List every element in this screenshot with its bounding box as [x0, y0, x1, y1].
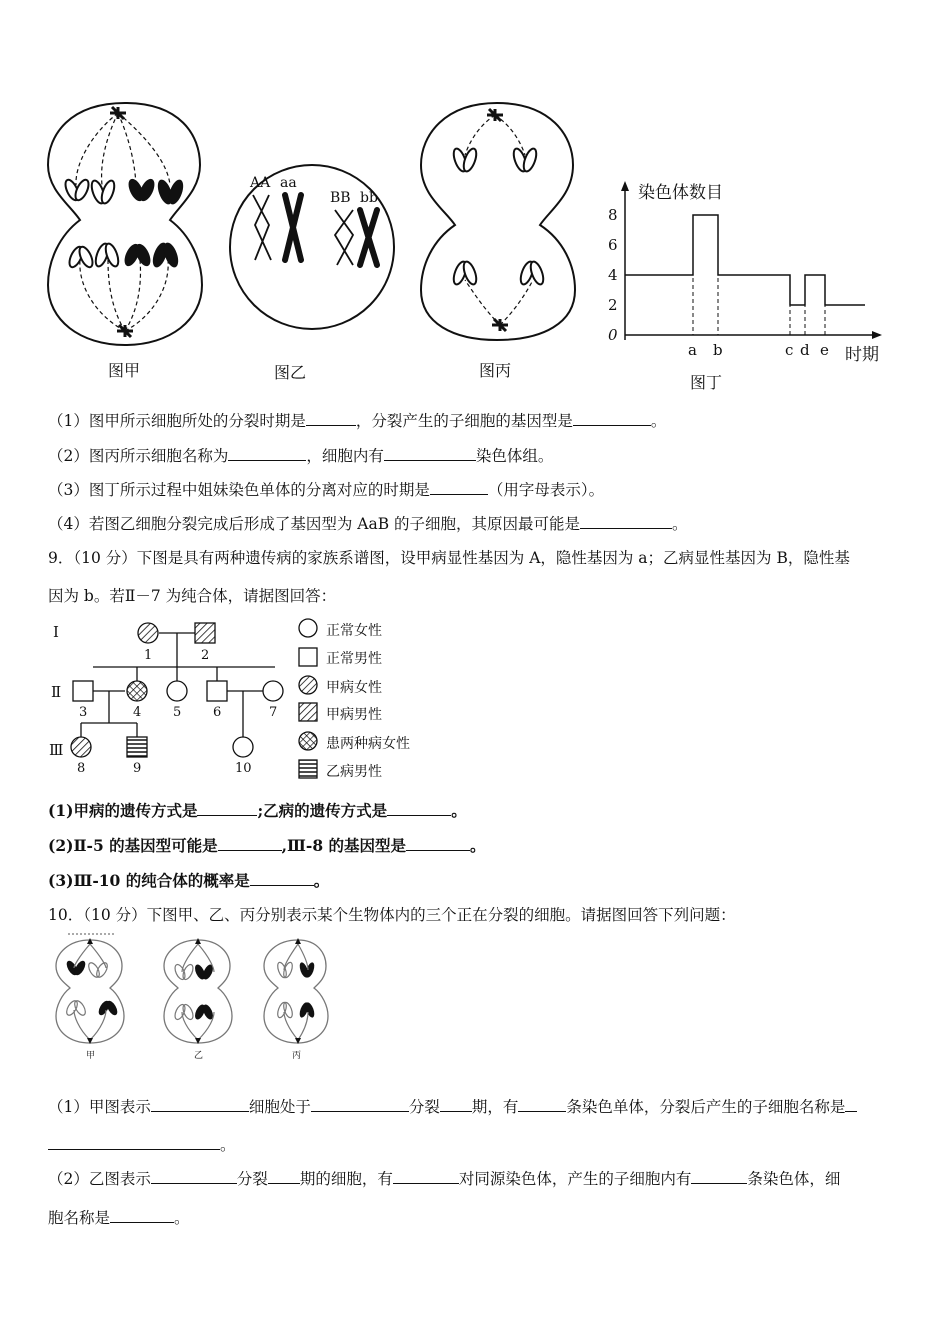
pedigree-4 — [127, 681, 147, 701]
legend-normal-female-icon — [299, 619, 317, 637]
q8-3 — [48, 479, 604, 501]
q8-1 — [48, 410, 666, 432]
blank[interactable] — [845, 1097, 857, 1112]
q8-4-text-b: 。 — [672, 515, 688, 533]
q10-2-text-c: 期的细胞，有 — [299, 1170, 393, 1188]
id-9: 9 — [133, 761, 142, 776]
q9-line1: 9．（10 分）下图是具有两种遗传病的家族系谱图，设甲病显性基因为 A，隐性基因为 a；乙病显性基因为 B，隐性基 — [48, 549, 850, 567]
label-AA: AA — [250, 175, 271, 191]
blank[interactable] — [218, 836, 282, 851]
legend-5: 乙病男性 — [326, 764, 382, 780]
pedigree — [45, 615, 445, 785]
blank[interactable] — [311, 1097, 409, 1112]
blank[interactable] — [440, 1097, 472, 1112]
q10-1 — [48, 1096, 857, 1118]
legend-1: 正常男性 — [326, 651, 382, 667]
id-5: 5 — [173, 705, 182, 720]
label-BB: BB — [330, 190, 351, 206]
y-tick-label: 6 — [608, 236, 618, 254]
x-mark-c: c — [785, 341, 794, 359]
blank[interactable] — [48, 1135, 220, 1150]
q10-2-text-g: 。 — [174, 1209, 190, 1227]
cell-label-bing: 丙 — [292, 1051, 302, 1061]
x-mark-b: b — [713, 341, 723, 359]
blank[interactable] — [430, 480, 488, 495]
y-tick-label: 4 — [608, 266, 618, 284]
q10-2-text-a: （2）乙图表示 — [48, 1170, 151, 1188]
blank[interactable] — [151, 1097, 249, 1112]
blank[interactable] — [573, 411, 651, 426]
q10-1-text-d: 期，有 — [471, 1098, 519, 1116]
q10-2 — [48, 1168, 840, 1190]
q10-header: 10．（10 分）下图甲、乙、丙分别表示某个生物体内的三个正在分裂的细胞。请据图回答下列问题： — [48, 906, 736, 924]
x-mark-d: d — [800, 341, 810, 359]
q10-cells — [48, 928, 338, 1068]
pedigree-6 — [207, 681, 227, 701]
q8-4-text-a: （4）若图乙细胞分裂完成后形成了基因型为 AaB 的子细胞，其原因最可能是 — [48, 515, 581, 533]
cell-label-yi: 乙 — [194, 1051, 204, 1061]
q9-3-text-a: (3)Ⅲ-10 的纯合体的概率是 — [48, 871, 250, 890]
label-aa: aa — [280, 175, 297, 191]
q8-3-text-a: （3）图丁所示过程中姐妹染色单体的分离对应的时期是 — [48, 481, 430, 499]
legend-2: 甲病女性 — [326, 680, 382, 696]
pedigree-1 — [138, 623, 158, 643]
q10-2-text-e: 条染色体，细 — [747, 1170, 841, 1188]
q9-1-text-b: ;乙病的遗传方式是 — [257, 801, 388, 820]
caption-ding: 图丁 — [690, 373, 723, 392]
blank[interactable] — [306, 411, 356, 426]
blank[interactable] — [393, 1169, 459, 1184]
id-10: 10 — [235, 761, 252, 776]
id-7: 7 — [269, 705, 278, 720]
q10-1-text-f: 。 — [220, 1136, 236, 1154]
blank[interactable] — [384, 446, 476, 461]
q8-2 — [48, 445, 553, 467]
x-mark-a: a — [688, 341, 697, 359]
id-8: 8 — [77, 761, 86, 776]
gen-II: Ⅱ — [51, 683, 62, 701]
q8-2-text-c: 染色体组。 — [475, 447, 554, 465]
y-tick-label: 8 — [608, 206, 618, 224]
blank[interactable] — [691, 1169, 747, 1184]
q9-2-text-b: ,Ⅲ-8 的基因型是 — [281, 836, 407, 855]
q9-1-text-a: (1)甲病的遗传方式是 — [48, 801, 198, 820]
label-bb: bb — [360, 190, 378, 206]
q8-1-text-a: （1）图甲所示细胞所处的分裂时期是 — [48, 412, 306, 430]
x-mark-e: e — [820, 341, 829, 359]
id-4: 4 — [133, 705, 142, 720]
chart-ylabel: 染色体数目 — [638, 183, 723, 203]
q8-4 — [48, 513, 688, 535]
blank[interactable] — [197, 801, 257, 816]
q10-2-text-d: 对同源染色体，产生的子细胞内有 — [458, 1170, 692, 1188]
y-axis-arrow — [621, 181, 629, 191]
caption-bing: 图丙 — [479, 361, 512, 380]
q8-1-text-b: ，分裂产生的子细胞的基因型是 — [355, 412, 573, 430]
pedigree-5 — [167, 681, 187, 701]
legend-both-female-icon — [299, 732, 317, 750]
q9-1-text-c: 。 — [451, 801, 467, 820]
chart-ding — [600, 175, 900, 390]
blank[interactable] — [228, 446, 306, 461]
blank[interactable] — [580, 514, 672, 529]
q9-2-text-c: 。 — [470, 836, 486, 855]
q9-line2: 因为 b。若Ⅱ－7 为纯合体，请据图回答： — [48, 587, 337, 605]
gen-I: Ⅰ — [53, 623, 59, 641]
q10-1-text-a: （1）甲图表示 — [48, 1098, 151, 1116]
legend-b-male-icon — [299, 760, 317, 778]
q10-2-cont — [48, 1207, 190, 1229]
legend-3: 甲病男性 — [326, 707, 382, 723]
figure-yi — [225, 160, 400, 335]
id-2: 2 — [201, 648, 210, 663]
q10-2-text-f: 胞名称是 — [48, 1209, 111, 1227]
cell-label-jia: 甲 — [86, 1051, 96, 1061]
q8-2-text-a: （2）图丙所示细胞名称为 — [48, 447, 229, 465]
id-3: 3 — [79, 705, 88, 720]
q10-1-cont — [48, 1134, 236, 1156]
caption-jia: 图甲 — [108, 361, 141, 380]
legend-4: 患两种病女性 — [326, 736, 410, 752]
id-6: 6 — [213, 705, 222, 720]
q10-1-text-e: 条染色单体，分裂后产生的子细胞名称是 — [566, 1098, 846, 1116]
q8-1-text-c: 。 — [650, 412, 667, 430]
q8-3-text-b: （用字母表示）。 — [487, 481, 605, 499]
q9-1 — [48, 800, 467, 822]
legend-a-female-icon — [299, 676, 317, 694]
pedigree-7 — [263, 681, 283, 701]
id-1: 1 — [144, 648, 153, 663]
q9-3 — [48, 870, 329, 892]
q9-2 — [48, 835, 486, 857]
q10-1-text-c: 分裂 — [408, 1098, 440, 1116]
pedigree-10 — [233, 737, 253, 757]
figure-jia — [40, 95, 210, 350]
blank[interactable] — [268, 1169, 300, 1184]
legend-normal-male-icon — [299, 648, 317, 666]
blank[interactable] — [151, 1169, 237, 1184]
pedigree-9 — [127, 737, 147, 757]
pedigree-3 — [73, 681, 93, 701]
y-tick-label: 2 — [608, 296, 618, 314]
chart-xlabel: 时期 — [845, 345, 879, 365]
caption-yi: 图乙 — [274, 363, 307, 382]
blank[interactable] — [518, 1097, 566, 1112]
blank[interactable] — [110, 1208, 174, 1223]
blank[interactable] — [250, 871, 314, 886]
q9-2-text-a: (2)Ⅱ-5 的基因型可能是 — [48, 836, 218, 855]
legend-0: 正常女性 — [326, 623, 382, 639]
pedigree-2 — [195, 623, 215, 643]
q10-2-text-b: 分裂 — [236, 1170, 268, 1188]
q8-2-text-b: ，细胞内有 — [306, 447, 384, 465]
q9-3-text-b: 。 — [313, 871, 330, 890]
blank[interactable] — [406, 836, 470, 851]
x-axis-arrow — [872, 331, 882, 339]
legend-a-male-icon — [299, 703, 317, 721]
figure-bing — [415, 95, 580, 345]
chart-series-line — [625, 215, 865, 305]
y-tick-label: 0 — [608, 326, 618, 344]
gen-III: Ⅲ — [49, 741, 64, 759]
blank[interactable] — [387, 801, 451, 816]
pedigree-8 — [71, 737, 91, 757]
q10-1-text-b: 细胞处于 — [248, 1098, 311, 1116]
